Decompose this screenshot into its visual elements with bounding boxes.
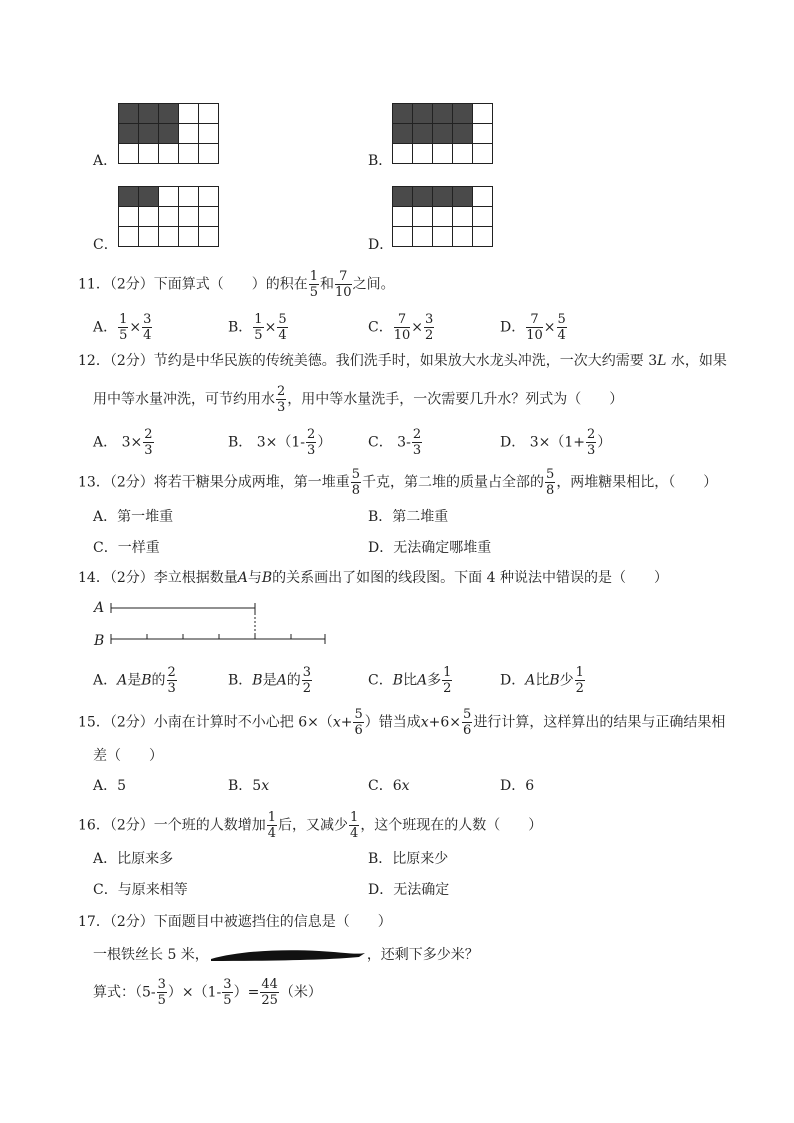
q12-stem-line1: 12．（2分）节约是中华民族的传统美德。我们洗手时，如果放大水龙头冲洗，一次大约需要 3L 水，如果: [78, 353, 727, 369]
q10-option-a-grid: [118, 103, 219, 164]
grid-cell-empty: [199, 187, 219, 207]
q15-stem-line1: 15．（2分）小南在计算时不小心把 6×（x+ $\frac{5}{6}$ ）错当成x+6× $\frac{5}{6}$ 进行计算，这样算出的结果与正确结果相: [78, 707, 726, 738]
q14-option-b[interactable]: B．B是A的 $\frac{3}{2}$: [228, 665, 311, 696]
q13-option-b[interactable]: B．第二堆重: [368, 509, 449, 525]
q14-option-a[interactable]: A．A是B的 $\frac{2}{3}$: [93, 665, 176, 696]
q17-line2: 一根铁丝长 5 米， ，还剩下多少米？: [93, 947, 479, 963]
grid-cell-empty: [139, 227, 159, 247]
grid-cell-filled: [433, 124, 453, 144]
grid-cell-filled: [453, 104, 473, 124]
q13-option-c[interactable]: C．一样重: [93, 540, 160, 556]
q16-option-d[interactable]: D．无法确定: [368, 882, 450, 898]
grid-cell-empty: [119, 207, 139, 227]
grid-cell-empty: [433, 207, 453, 227]
fraction: $\frac{7}{10}$: [335, 269, 352, 300]
grid-cell-empty: [159, 144, 179, 164]
grid-cell-empty: [159, 207, 179, 227]
q12-option-a[interactable]: A． 3× $\frac{2}{3}$: [93, 427, 153, 458]
grid-cell-empty: [413, 227, 433, 247]
grid-cell-empty: [119, 227, 139, 247]
grid-cell-filled: [159, 104, 179, 124]
grid-cell-filled: [139, 124, 159, 144]
grid-cell-empty: [473, 144, 493, 164]
grid-cell-empty: [159, 227, 179, 247]
grid-cell-empty: [473, 187, 493, 207]
grid-cell-empty: [473, 124, 493, 144]
grid-cell-empty: [119, 144, 139, 164]
q10-option-b-label: B．: [368, 153, 393, 169]
grid-cell-empty: [179, 124, 199, 144]
grid-cell-empty: [393, 227, 413, 247]
grid-cell-filled: [453, 124, 473, 144]
q13-option-a[interactable]: A．第一堆重: [93, 509, 174, 525]
q10-option-c-label: C．: [93, 237, 118, 253]
q11-option-d[interactable]: D． $\frac{7}{10}$ × $\frac{5}{4}$: [500, 312, 566, 343]
grid-cell-filled: [393, 104, 413, 124]
grid-cell-empty: [413, 207, 433, 227]
q15-option-c[interactable]: C．6x: [368, 778, 410, 794]
q10-option-c-grid: [118, 186, 219, 247]
q11-option-a[interactable]: A． $\frac{1}{5}$ × $\frac{3}{4}$: [93, 312, 152, 343]
grid-cell-empty: [139, 207, 159, 227]
grid-cell-empty: [199, 144, 219, 164]
grid-cell-filled: [159, 124, 179, 144]
q12-option-c[interactable]: C． 3- $\frac{2}{3}$: [368, 427, 422, 458]
q14-option-d[interactable]: D．A比B少 $\frac{1}{2}$: [500, 665, 584, 696]
grid-cell-empty: [433, 144, 453, 164]
q15-option-a[interactable]: A．5: [93, 778, 127, 794]
grid-cell-empty: [179, 104, 199, 124]
grid-cell-filled: [139, 104, 159, 124]
q14-stem: 14．（2分）李立根据数量A与B的关系画出了如图的线段图。下面 4 种说法中错误的是（ ）: [78, 570, 668, 586]
grid-cell-filled: [119, 104, 139, 124]
grid-cell-empty: [179, 227, 199, 247]
grid-cell-empty: [199, 124, 219, 144]
q10-option-d-label: D．: [368, 237, 394, 253]
q16-stem: 16．（2分）一个班的人数增加 $\frac{1}{4}$ 后，又减少 $\frac{1}{4}$ ，这个班现在的人数（ ）: [78, 810, 543, 841]
segment-b-label: B: [94, 633, 105, 649]
q12-option-d[interactable]: D． 3×（1+ $\frac{2}{3}$ ）: [500, 427, 612, 458]
q16-option-a[interactable]: A．比原来多: [93, 851, 174, 867]
grid-cell-empty: [413, 144, 433, 164]
segment-a-label: A: [94, 600, 105, 616]
grid-cell-filled: [119, 124, 139, 144]
grid-cell-filled: [433, 104, 453, 124]
grid-cell-empty: [179, 144, 199, 164]
grid-cell-empty: [179, 207, 199, 227]
grid-cell-empty: [433, 227, 453, 247]
grid-cell-filled: [393, 124, 413, 144]
grid-cell-empty: [179, 187, 199, 207]
grid-cell-filled: [453, 187, 473, 207]
grid-cell-empty: [199, 227, 219, 247]
grid-cell-empty: [453, 207, 473, 227]
q10-option-a-label: A．: [93, 153, 118, 169]
q16-option-c[interactable]: C．与原来相等: [93, 882, 188, 898]
q15-option-b[interactable]: B．5x: [228, 778, 270, 794]
grid-cell-empty: [199, 104, 219, 124]
grid-cell-empty: [393, 144, 413, 164]
grid-cell-empty: [159, 187, 179, 207]
q15-stem-line2: 差（ ）: [93, 748, 163, 764]
q16-option-b[interactable]: B．比原来少: [368, 851, 449, 867]
q14-option-c[interactable]: C．B比A多 $\frac{1}{2}$: [368, 665, 452, 696]
grid-cell-empty: [473, 227, 493, 247]
segment-lines: [106, 598, 331, 650]
grid-cell-filled: [413, 124, 433, 144]
q12-stem-line2: 用中等水量冲洗，可节约用水 $\frac{2}{3}$ ，用中等水量洗手，一次需要几升水？列式为（ ）: [93, 384, 624, 415]
grid-cell-empty: [473, 104, 493, 124]
grid-cell-filled: [139, 187, 159, 207]
grid-cell-empty: [473, 207, 493, 227]
grid-cell-empty: [199, 207, 219, 227]
grid-cell-filled: [413, 187, 433, 207]
q10-option-d-grid: [392, 186, 493, 247]
q10-option-b-grid: [392, 103, 493, 164]
q11-stem: 11．（2分）下面算式（ ）的积在 $\frac{1}{5}$ 和 $\frac{7}{10}$ 之间。: [78, 269, 395, 300]
grid-cell-filled: [119, 187, 139, 207]
q17-formula: 算式：（5- $\frac{3}{5}$ ）×（1- $\frac{3}{5}$ ）= $\frac{44}{25}$ （米）: [93, 977, 322, 1008]
redaction-smudge: [209, 947, 367, 963]
grid-cell-filled: [393, 187, 413, 207]
q11-option-b[interactable]: B． $\frac{1}{5}$ × $\frac{5}{4}$: [228, 312, 287, 343]
q15-option-d[interactable]: D．6: [500, 778, 535, 794]
q17-stem: 17．（2分）下面题目中被遮挡住的信息是（ ）: [78, 914, 392, 930]
fraction: $\frac{1}{5}$: [309, 269, 319, 300]
q13-option-d[interactable]: D．无法确定哪堆重: [368, 540, 492, 556]
grid-cell-empty: [453, 144, 473, 164]
grid-cell-empty: [393, 207, 413, 227]
grid-cell-filled: [413, 104, 433, 124]
q12-option-b[interactable]: B． 3×（1- $\frac{2}{3}$ ）: [228, 427, 332, 458]
grid-cell-empty: [453, 227, 473, 247]
q11-option-c[interactable]: C． $\frac{7}{10}$ × $\frac{3}{2}$: [368, 312, 434, 343]
grid-cell-filled: [433, 187, 453, 207]
grid-cell-empty: [139, 144, 159, 164]
q13-stem: 13．（2分）将若干糖果分成两堆，第一堆重 $\frac{5}{8}$ 千克，第二堆的质量占全部的 $\frac{5}{8}$ ，两堆糖果相比，（ ）: [78, 467, 718, 498]
